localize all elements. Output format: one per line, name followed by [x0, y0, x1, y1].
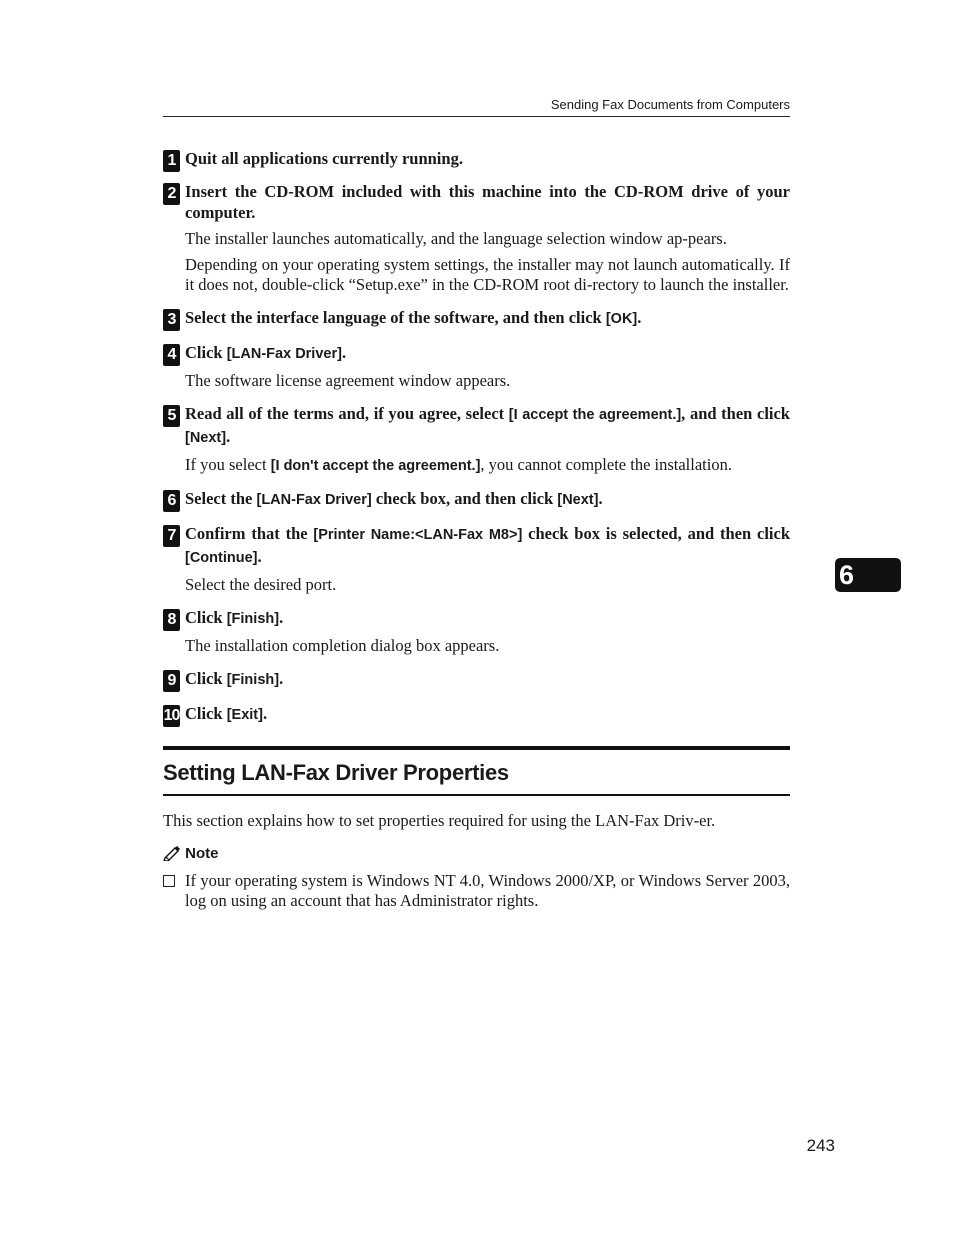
- step-body: [185, 371, 790, 391]
- text-run: Select the: [185, 489, 257, 508]
- procedure-steps: [163, 148, 790, 726]
- step-number-icon: 1: [163, 150, 180, 172]
- step-number-icon: 5: [163, 405, 180, 427]
- note-item: [163, 871, 790, 911]
- note-label: Note: [185, 845, 219, 862]
- step-number-icon: 10: [163, 705, 180, 727]
- ui-term: [Finish]: [226, 611, 280, 627]
- step-10: [163, 703, 790, 726]
- running-title: Sending Fax Documents from Computers: [550, 97, 790, 112]
- section-intro: This section explains how to set properties required for using the LAN-Fax Driv-er.: [163, 811, 716, 830]
- step-body: [185, 575, 790, 595]
- step-title: [185, 148, 790, 169]
- text-run: , and then click: [681, 404, 790, 423]
- text-run: .: [598, 489, 603, 508]
- text-run: Click: [185, 343, 227, 362]
- step-title: [185, 181, 790, 223]
- page-content: [163, 143, 790, 911]
- step-title: [185, 307, 790, 330]
- step-7: [163, 523, 790, 595]
- step-title: [185, 342, 790, 365]
- note-list: [163, 871, 790, 911]
- text-run: Depending on your operating system settings, the installer may not launch automatically. If it does not, double-click “Setup.exe” in the CD-ROM root di-rectory to launch the installer.: [185, 255, 790, 294]
- ui-term: [Continue]: [185, 550, 258, 566]
- step-5: [163, 403, 790, 476]
- step-4: [163, 342, 790, 391]
- step-title: [185, 668, 790, 691]
- step-title: [185, 607, 790, 630]
- checkbox-icon: [163, 875, 175, 887]
- step-body: [185, 455, 790, 476]
- text-run: Click: [185, 669, 227, 688]
- text-run: The software license agreement window appears.: [185, 371, 511, 390]
- ui-term: [Next]: [557, 492, 599, 508]
- step-9: [163, 668, 790, 691]
- step-title: [185, 703, 790, 726]
- ui-term: [Exit]: [226, 707, 263, 723]
- step-3: [163, 307, 790, 330]
- step-number-icon: 4: [163, 344, 180, 366]
- step-number-icon: 8: [163, 609, 180, 631]
- text-run: Insert the CD-ROM included with this machine into the CD-ROM drive of your computer.: [185, 182, 790, 222]
- ui-term: [OK]: [605, 311, 638, 327]
- step-title: [185, 523, 790, 569]
- ui-term: [I don't accept the agreement.]: [270, 458, 481, 474]
- text-run: .: [637, 308, 642, 327]
- text-run: check box, and then click: [371, 489, 558, 508]
- text-run: .: [262, 704, 268, 723]
- chapter-number: 6: [839, 560, 855, 590]
- ui-term: [Printer Name:<LAN-Fax M8>]: [313, 527, 523, 543]
- running-head: [163, 96, 790, 117]
- text-run: The installer launches automatically, and the language selection window ap-pears.: [185, 229, 727, 248]
- section-heading: Setting LAN-Fax Driver Properties: [163, 750, 790, 796]
- text-run: .: [226, 427, 231, 446]
- step-body: [185, 255, 790, 295]
- text-run: check box is selected, and then click: [522, 524, 790, 543]
- step-1: [163, 148, 790, 169]
- note-header: [163, 844, 790, 867]
- page-number: 243: [806, 1136, 835, 1155]
- text-run: Quit all applications currently running.: [185, 149, 463, 168]
- text-run: Select the interface language of the software, and then click: [185, 308, 606, 327]
- text-run: .: [279, 669, 284, 688]
- ui-term: [I accept the agreement.]: [508, 407, 682, 423]
- step-number-icon: 9: [163, 670, 180, 692]
- step-title: [185, 488, 790, 511]
- step-number-icon: 6: [163, 490, 180, 512]
- step-number-icon: 3: [163, 309, 180, 331]
- step-number-icon: 2: [163, 183, 180, 205]
- text-run: The installation completion dialog box appears.: [185, 636, 500, 655]
- note-text: If your operating system is Windows NT 4.0, Windows 2000/XP, or Windows Server 2003, log on using an account that has Administrator rights.: [185, 871, 790, 910]
- text-run: If you select: [185, 455, 271, 474]
- step-title: [185, 403, 790, 449]
- text-run: , you cannot complete the installation.: [480, 455, 732, 474]
- text-run: .: [257, 547, 262, 566]
- text-run: .: [279, 608, 284, 627]
- text-run: Click: [185, 704, 227, 723]
- step-2: [163, 181, 790, 295]
- ui-term: [Finish]: [226, 672, 280, 688]
- pencil-note-icon: [163, 845, 181, 867]
- text-run: Select the desired port.: [185, 575, 337, 594]
- ui-term: [LAN-Fax Driver]: [226, 346, 342, 362]
- step-8: [163, 607, 790, 656]
- text-run: Read all of the terms and, if you agree, select: [185, 404, 509, 423]
- chapter-tab: [835, 558, 901, 592]
- ui-term: [Next]: [185, 430, 227, 446]
- step-number-icon: 7: [163, 525, 180, 547]
- text-run: .: [341, 343, 347, 362]
- step-body: [185, 636, 790, 656]
- text-run: Confirm that the: [185, 524, 314, 543]
- ui-term: [LAN-Fax Driver]: [256, 492, 372, 508]
- text-run: Click: [185, 608, 227, 627]
- step-6: [163, 488, 790, 511]
- step-body: [185, 229, 790, 249]
